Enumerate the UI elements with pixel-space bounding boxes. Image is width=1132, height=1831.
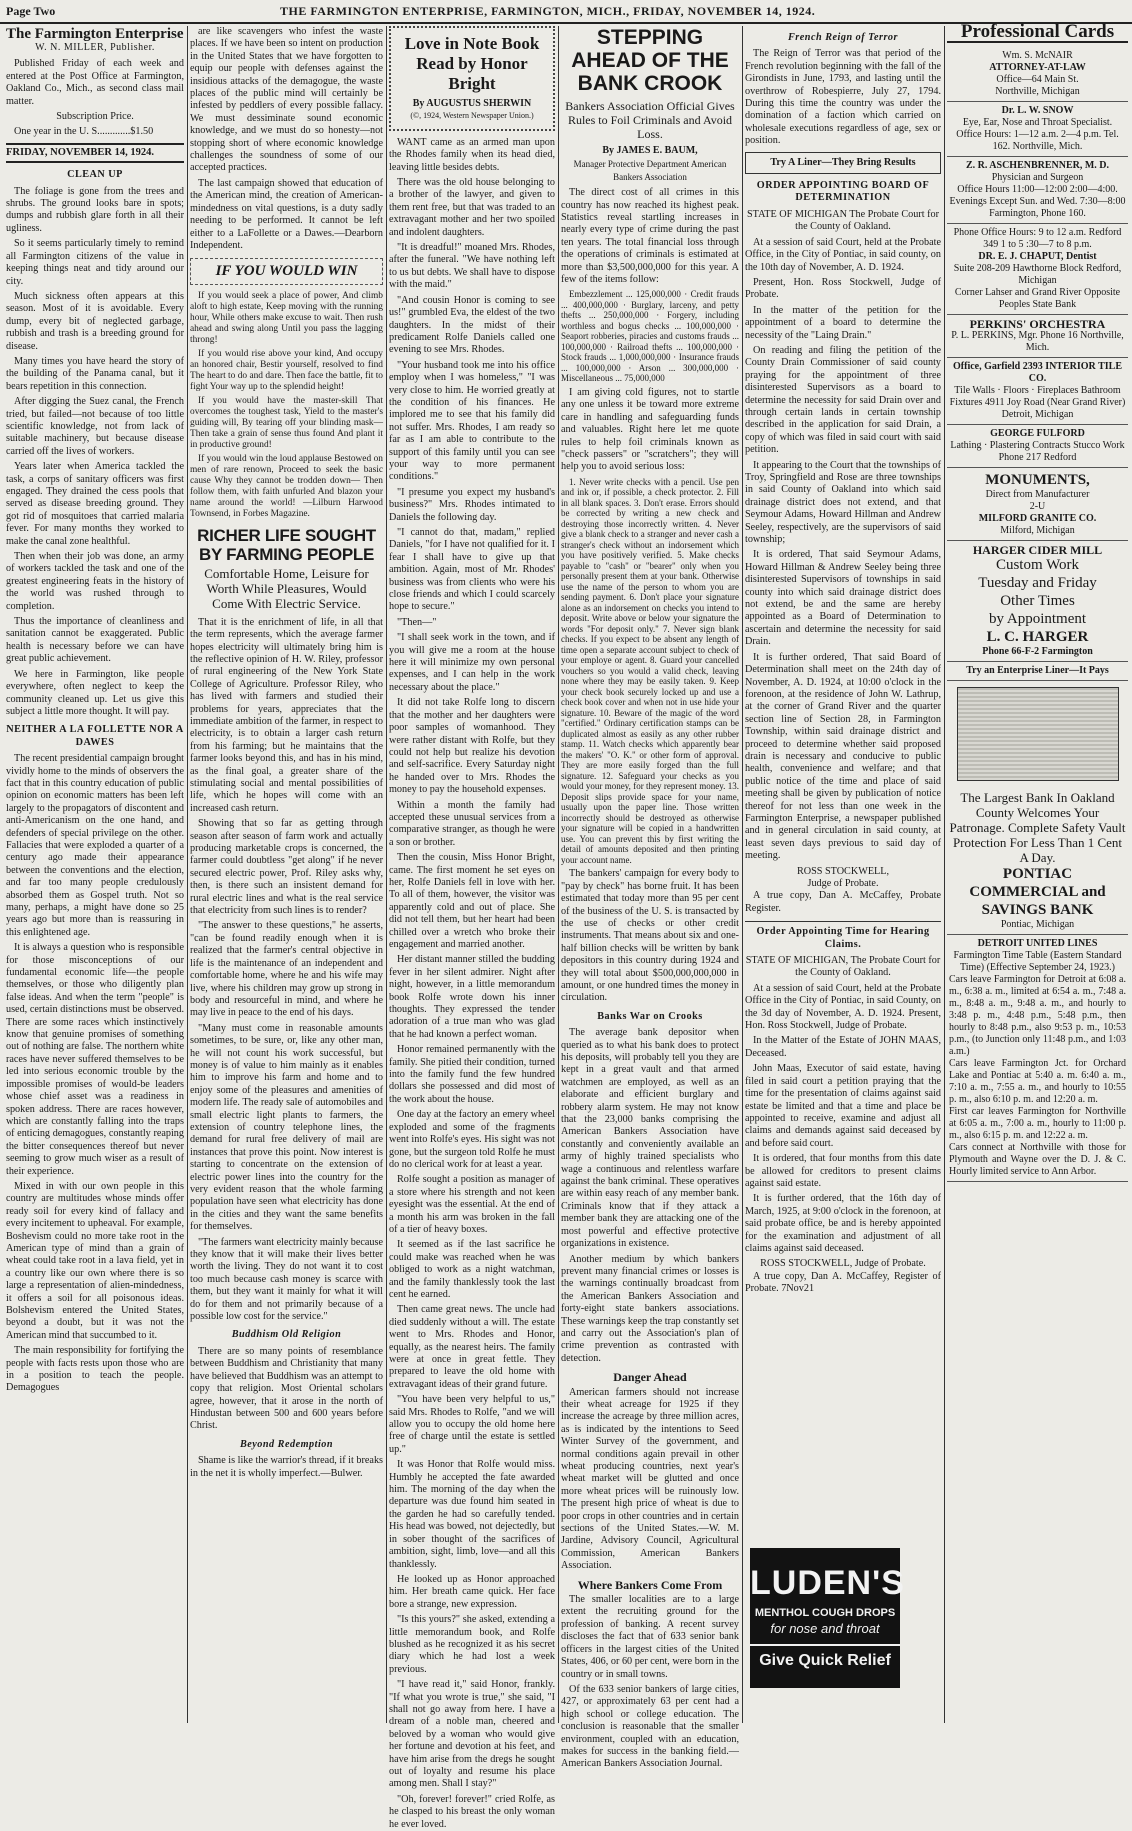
paragraph: It is ordered, That said Seymour Adams, Howard Hillman & Andrew Seeley being three disinterested Supervisors of townships in said county into which said drainage district does not extend, be and the same are hereby appointed as a Board of Determination to ascertain and determine the necessity for said Drain. — [745, 549, 941, 648]
card-line: Cars leave Farmington Jct. for Orchard Lake and Pontiac at 5:40 a. m. 6:40 a. m., 7:10 a. m., 7:55 a. m., and hourly to 10:55 p. m., also 6:10 p. m. and 12:20 a. m. — [949, 1058, 1126, 1106]
paragraph: There are so many points of resemblance between Buddhism and Christianity that many have believed that Buddhism was an attempt to copy that religion. Most Oriental scholars agree, however, that it arose in the north of Hindustan between 500 and 600 years before Christ. — [190, 1345, 383, 1432]
card-line: Cars leave Farmington for Detroit at 6:08 a. m., 6:38 a. m., limited at 6:54 a. m., 7:48 a. m., 8:48 a. m., 9:48 a. m., and hourly to 3:48 p. m., 4:48 p.m., 5:48 p.m., then hourly to 8:48 p.m., also 9:53 p. m., 10:53 p.m., (to Junction only 11:48 p.m., and 1:03 a.m.) — [949, 974, 1126, 1058]
paragraph: "You have been very helpful to us," said Mrs. Rhodes to Rolfe, "and we will allow you to occupy the old home here free of charge until the estate is settled up." — [389, 1394, 555, 1455]
column-rule — [558, 26, 559, 1723]
column-rule — [386, 26, 387, 1723]
story-title: Love in Note Book Read by Honor Bright — [404, 34, 540, 93]
deck-richer-life: Comfortable Home, Leisure for Worth While Pleasures, Would Come With Electric Service. — [204, 565, 369, 611]
paragraph: The average bank depositor when queried as to what his bank does to protect his deposits, will probably tell you they are kept in a great vault and that armed watchmen are employed, as well as an elaborate and efficient burglary and robbery alarm system. He may not know that the 23,000 banks comprising the American Bankers Association have constantly and conveniently available an army of highly trained specialists who wage a continuous and relentless warfare against the bank criminal. These operatives are within easy reach of any member bank. Criminals know that if they attack a member bank they are attacking one of the most powerful and effective protective organizations in existence. — [561, 1027, 739, 1250]
card-name: DR. E. J. CHAPUT, Dentist — [978, 251, 1097, 263]
column-6 — [947, 21, 1128, 1723]
card-line: ATTORNEY-AT-LAW — [989, 62, 1086, 74]
column-rule — [742, 26, 743, 1723]
newspaper-title: THE FARMINGTON ENTERPRISE, FARMINGTON, MICH., FRIDAY, NOVEMBER 14, 1924. — [280, 4, 816, 18]
card-line: Corner Lahser and Grand River Opposite Peoples State Bank — [954, 287, 1121, 311]
publisher: W. N. MILLER, Publisher. — [35, 42, 155, 53]
paragraph: Rolfe sought a position as manager of a store where his strength and not keen eyesight was the essential. At the end of a month his arm was broken in the fall of a tier of heavy boxes. — [389, 1174, 555, 1235]
paragraph: Then came great news. The uncle had died suddenly without a will. The estate went to Mrs. Rhodes and Honor, equally, as the nearest heirs. The family were at once in great fettle. They prepared to leave the old home with extravagant ideas of their grand future. — [389, 1304, 555, 1390]
paragraph: Of the 633 senior bankers of large cities, 427, or approximately 63 per cent had a high school or college education. The conclusion is reasonable that the smaller environment, coupled with an education, makes for success in the banking field.—American Bankers Association Journal. — [561, 1683, 739, 1770]
card-line: Eye, Ear, Nose and Throat Specialist. — [962, 117, 1113, 129]
publication-notice: Published Friday of each week and entered at the Post Office at Farmington, Oakland Co., Mich., as second class mail matter. — [6, 58, 184, 107]
paragraph: "The farmers want electricity mainly because they know that it will make their lives better worth the living. They do not want it to cost too much because cash money is scarce with them, but they want it mainly for what it will do for them and not primarily because of a possible low cost for the service." — [190, 1236, 383, 1323]
card-line: Phone 66-F-2 Farmington — [982, 646, 1093, 658]
card-line: Pontiac, Michigan — [1000, 919, 1075, 931]
paragraph: "It is dreadful!" moaned Mrs. Rhodes, after the funeral. "We have nothing left to us but debts. We shall have to dispose with the maid." — [389, 242, 555, 291]
paragraph: "I have read it," said Honor, frankly. "If what you wrote is true," she said, "I shall not go away from here. I have a dream of a noble man, cheered and beloved by a woman who would give her fortune and devotion at his feet, and have him arise from the dregs he sought out of loyalty and resume his place among men. Shall I stay?" — [389, 1679, 555, 1790]
card-line: Suite 208-209 Hawthorne Block Redford, Michigan — [953, 263, 1122, 287]
card-bank — [947, 787, 1128, 935]
paragraph: After digging the Suez canal, the French tried, but failed—not because of too little scientific knowledge, not from lack of suitable machinery, but because disease carried off the lives of workers. — [6, 396, 184, 457]
paragraph: The last campaign showed that education of the American mind, the creation of American-mindedness on vital questions, is a duty sadly needing to be performed. It cannot be left either to a LaFollette or a Dawes.—Dearborn Independent. — [190, 177, 383, 251]
card-line: First car leaves Farmington for Northville at 6:05 a. m., 7:00 a. m., hourly to 11:00 p. m., also 6:15 p. m. and 12:22 a. m. — [949, 1106, 1126, 1142]
headline-redemption: Beyond Redemption — [239, 1438, 334, 1450]
subscription-label: Subscription Price. — [56, 111, 134, 123]
card-chaput — [947, 224, 1128, 315]
card-name: MONUMENTS, — [985, 472, 1090, 489]
bank-building-image — [957, 687, 1119, 781]
page-number: Page Two — [6, 4, 56, 18]
card-name: PERKINS' ORCHESTRA — [969, 317, 1106, 332]
paragraph: He looked up as Honor approached him. Her breath came quick. Her face bore a strange, new expression. — [389, 1573, 555, 1610]
card-line: Milford, Michigan — [1000, 525, 1075, 537]
byline: By JAMES E. BAUM, — [602, 145, 698, 156]
paragraph: In the matter of the petition for the appointment of a board to determine the necessity of the "Laing Drain." — [745, 304, 941, 341]
card-line: Physician and Surgeon — [991, 172, 1084, 184]
subscription-rate: One year in the U. S.............$1.50 — [14, 126, 154, 138]
card-line: Custom Work — [995, 557, 1080, 574]
check-rules-list: 1. Never write checks with a pencil. Use pen and ink or, if possible, a check protector. 2. Fill in all blank spaces. 3. Don't erase. Errors should be corrected by writing a new check and destroying those incorrectly written. 4. Never give a blank check to a stranger and never cash a stranger's check without an indorsement which you have positively verified. 5. Make checks payable to "cash" or "bearer" only when you personally present them at your bank. Otherwise use the name of the person to whom you are sending payment. 6. Don't place your signature alone as an indorsement on checks you intend to deposit. Write above or below your signature the words "For deposit only." 7. Never sign blank checks. If you expect to be absent any length of time open a separate account subject to check of your employe or agent. 8. Guard your cancelled vouchers so you would a valid check, leaving none where they may be easily taken. 9. Keep your check book securely locked up and use a check book cover and when not in use hide your signature. 10. Beware of the magic of the word "certified." Ordinary certification stamps can be duplicated almost as easily as any other rubber stamp. 11. Watch checks which apparently bear the makers' "O. K." or other form of approval. They are more easily forged than the full signature. 12. Safeguard your checks as you would your money, for they represent money. 13. Deposit slips provide space for your name, usually upon the paper line. Those written incorrectly should be destroyed as otherwise your signature will be copied in a handwritten use. You can prevent this by first writing the detail of amounts deposited and then printing your account name. — [561, 476, 739, 865]
paragraph: It is always a question who is responsible for those misconceptions of our fundamental economic life—the people themselves, or those who diligently plan false ideas. And when the term "people" is used, certain distinctions must be observed. There are some races which instinctively know that genuine promises of something out of nothing are false. The northern white races have never suffered themselves to be led into serious economic trouble by the impossible promises of would-be leaders whose chief asset was a readiness in spoken address. There are races however, which are constantly falling into the traps of enticing demagogues, constantly reaping the bitter consequences thereof but never seeming to grow much wiser as a result of their experience. — [6, 942, 184, 1177]
card-fulford — [947, 425, 1128, 468]
column-4 — [561, 26, 739, 1770]
card-line: P. L. PERKINS, Mgr. Phone 16 Northville, Mich. — [951, 330, 1124, 354]
liner-ad: Try an Enterprise Liner—It Pays — [947, 662, 1128, 681]
paragraph: On reading and filing the petition of the County Drain Commissioner of said county praying for the appointment of three disinterested Supervisors as a board to determine the necessity for said Drain over and through certain lands in certain township described in the application for said Drain, a copy of which was filed in said court with said petition. — [745, 344, 941, 456]
paragraph: The recent presidential campaign brought vividly home to the minds of observers the fact that in this country education of public opinion on economic matters has been left largely to the propagators of discontent and anti-Americanism on the one hand, and defenders of special privilege on the other. Fallacies that were exploded a quarter of a century ago made their appearance between the conventions and the election, and far too many people credulously absorbed them as Gospel truth. Not so many, perhaps, a might have done so 25 years ago but more than is reassuring in this enlightened age. — [6, 753, 184, 938]
paragraph: It is ordered, that four months from this date be allowed for creditors to present claims against said estate. — [745, 1153, 941, 1189]
column-rule — [944, 26, 945, 1723]
card-line: Office Hours: 1—12 a.m. 2—4 p.m. Tel. 162. Northville, Mich. — [956, 129, 1119, 153]
poem-stanza: If you would rise above your kind, And occupy an honored chair, Bestir yourself, resolved to find The heart to do and dare. Then face the battle, fit to fight Your way up to the splendid height! — [190, 348, 383, 392]
poem-stanza: If you would seek a place of power, And climb aloft to high estate, Keep moving with the running hour, While others make excuse to wait. Then rush ahead and swing along Until you pass the lagging throng! — [190, 290, 383, 345]
column-rule — [187, 26, 188, 1723]
paragraph: It appearing to the Court that the townships of Troy, Springfield and Rose are three townships in said County of Oakland into which said drainage district does not extend, and that Seymour Adams, Howard Hillman and Andrew Seeley, respectively, are the supervisors of said township; — [745, 459, 941, 546]
paragraph: The bankers' campaign for every body to "pay by check" has borne fruit. It has been estimated that today more than 95 per cent of the business of the U. S. is transacted by the use of checks or other credit instruments. That means about six and one-half billion checks will be written by bank depositors in this country during 1924 and they will total about $500,000,000,000 in amount, or one hundred times the money in circulation. — [561, 868, 739, 1004]
card-line: Northville, Michigan — [995, 86, 1080, 98]
paragraph: There was the old house belonging to a brother of the lawyer, and given to them rent free, but that was traded to an extravagant mother and her two spoiled and indolent daughters. — [389, 177, 555, 238]
paragraph: I am giving cold figures, not to startle any one unless it be toward more extreme care in handling and safeguarding funds and valuables. Right here let me quote rules to help foil criminals known as "check passers" or "scratchers"; they will help you to avoid serious loss: — [561, 386, 739, 473]
true-copy: A true copy, Dan A. McCaffey, Register of Probate. 7Nov21 — [745, 1270, 941, 1295]
card-line: Farmington Time Table (Eastern Standard Time) (Effective September 24, 1923.) — [953, 950, 1122, 974]
paragraph: are like scavengers who infest the waste places. If we have been so intent on production in the United States that we have forgotten to equip our people with defenses against the insidious attacks of the demagogue, the waste places of the public mind will certainly be infested by peddlers of every possible fallacy. We must dessiminate sound economic knowledge, and we must do so honesty—not stopping short of where economic knowledge challenges the soundness of some of our accepted practices. — [190, 26, 383, 174]
poem-title: IF YOU WOULD WIN — [190, 258, 383, 284]
card-mcnair — [947, 47, 1128, 102]
paragraph: "Your husband took me into his office employ when I was homeless," "I was very close to him. He worried greatly at the condition of his finances. He implored me to see that his family did not suffer. Mrs. Rhodes, I am ready so far as I am able to contribute to the support of this family until you can see your way to more permanent conditions." — [389, 359, 555, 483]
paragraph: It was Honor that Rolfe would miss. Humbly he accepted the fate awarded him. The morning of the day when the departure was due found him seated in the garden he had so carefully tended. His head was bowed, not dejectedly, but in sober thought of the sacrifices of ambition, sight, limb, love—and all this thanklessly. — [389, 1459, 555, 1570]
card-line: Farmington, Phone 160. — [989, 208, 1086, 220]
headline-order-board: ORDER APPOINTING BOARD OF DETERMINATION — [756, 180, 930, 204]
card-name: HARGER CIDER MILL — [972, 543, 1103, 558]
paragraph: "The answer to these questions," he asserts, "can be found readily enough when it is realized that the farmer's central objective in life is the maintenance of an independent and comfortable home, where he and his wife may live, where his children may grow up strong in body and resourceful in mind, and where he may live in peace to the end of his days. — [190, 920, 383, 1019]
masthead: The Farmington Enterprise — [6, 26, 184, 42]
card-line: L. C. HARGER — [986, 629, 1089, 646]
story-copyright: (©, 1924, Western Newspaper Union.) — [410, 111, 534, 121]
paragraph: Mixed in with our own people in this country are multitudes whose minds offer ready soil for every kind of fallacy and every incitement to upheaval. For example, Boshevism could no more take root in the American type of mind than a grain of wheat could take root in a lava field, yet in a country like our own where there is so large a representation of alien-mindedness, it offers a soil for all poisonous ideas. Bolshevism entered the United States, beyond a doubt, but it was not the American mind that succumbed to it. — [6, 1180, 184, 1341]
card-line: Other Times — [1000, 593, 1075, 610]
paragraph: Present, Hon. Ross Stockwell, Judge of Probate. — [745, 276, 941, 301]
column-1 — [6, 26, 184, 1723]
poem-stanza: If you would win the loud applause Bestowed on men of rare renown, Proceed to seek the basic cause Why they cannot be trodden down— Then follow them, with faith unfurled And blazon your name around the world! —Lilburn Harwood Townsend, in Forbes Magazine. — [190, 453, 383, 519]
card-name: Dr. L. W. SNOW — [1001, 105, 1074, 117]
paragraph: The foliage is gone from the trees and shrubs. The ground looks bare in spots; dumps and rubbish glare forth in all their ugliness. — [6, 185, 184, 234]
paragraph: "Then—" — [397, 616, 437, 628]
card-line: Cars connect at Northville with those for Plymouth and Wayne over the D. J. & C. Hourly limited service to Ann Arbor. — [949, 1142, 1126, 1178]
dateline: FRIDAY, NOVEMBER 14, 1924. — [6, 143, 184, 163]
card-name: PONTIAC COMMERCIAL and SAVINGS BANK — [969, 866, 1106, 919]
paragraph: We here in Farmington, like people everywhere, often neglect to keep the community cleaned up. Let us give this subject a little more thought. It will pay. — [6, 668, 184, 717]
paragraph: One day at the factory an emery wheel exploded and some of the fragments went into Rolfe's eyes. His sight was not gone, but the surgeon told Rolfe he must do no clerical work for at least a year. — [389, 1109, 555, 1170]
card-line: by Appointment — [988, 611, 1087, 628]
crime-cost-table: Embezzlement ... 125,000,000 · Credit frauds ... 400,000,000 · Burglary, larceny, and petty thefts ... 250,000,000 · Forgery, including worthless and bogus checks ... 100,000,000 · Seaport robberies, piracies and customs frauds ... 100,000,000 · Railroad thefts ... 100,000,000 · Stock frauds ... 1,000,000,000 · Insurance frauds ... 100,000,000 · Arson ... 300,000,000 · Miscellaneous ... 75,000,000 — [561, 289, 739, 384]
card-line: Office—64 Main St. — [996, 74, 1079, 86]
card-line: Office Hours 11:00—12:00 2:00—4:00. Evenings Except Sun. and Wed. 7:30—8:00 — [949, 184, 1126, 208]
signature-judge: ROSS STOCKWELL, Judge of Probate. — [760, 1258, 926, 1270]
paragraph: Thus the importance of cleanliness and sanitation cannot be exaggerated. Public health is necessary before we can have great public achievement. — [6, 616, 184, 665]
card-line: Tile Walls · Floors · Fireplaces Bathroom Fixtures 4911 Joy Road (Near Grand River) Detroit, Michigan — [949, 385, 1126, 421]
paragraph: American farmers should not increase their wheat acreage for 1925 if they increase the acreage by three million acres, as is indicated by the intentions to Seed Winter Survey of the government, and normal conditions again prevail in other wheat producing countries, next year's wheat market will be glutted and once more wheat prices will be ruinously low. The present high price of wheat is due to poor crops in other countries and in certain sections of the United States.—W. M. Jardine, Advisory Council, Agricultural Commission, American Bankers Association. — [561, 1386, 739, 1572]
card-monuments — [947, 468, 1128, 541]
card-line: MILFORD GRANITE CO. — [978, 513, 1097, 525]
paragraph: At a session of said Court, held at the Probate Office, in the City of Pontiac, in said county, on the 10th day of November, A. D. 1924. — [745, 236, 941, 273]
card-line: 2-U — [1029, 501, 1046, 513]
card-name: Z. R. ASCHENBRENNER, M. D. — [965, 160, 1110, 172]
true-copy: A true copy, Dan A. McCaffey, Probate Register. — [745, 890, 941, 914]
card-interior-tile — [947, 358, 1128, 425]
paragraph: "Oh, forever! forever!" cried Rolfe, as he clasped to his breast the only woman he ever loved. — [389, 1793, 555, 1830]
story-author: By AUGUSTUS SHERWIN — [412, 98, 532, 109]
paragraph: Showing that so far as getting through season after season of farm work and actually producing marketable crops is concerned, the farmer could doubtless "get along" if he never secured electric power, Prof. Riley asks why, then, is there such an insistent demand for rural electric lines and what is the real service that electricity from such lines is to render? — [190, 818, 383, 917]
ludens-brand: LUDEN'S — [750, 1564, 905, 1602]
paragraph: In the Matter of the Estate of JOHN MAAS, Deceased. — [745, 1035, 941, 1059]
paragraph: "I presume you expect my husband's business?" Mrs. Rhodes intimated to Daniels the following day. — [389, 486, 555, 523]
signature-title: Judge of Probate. — [807, 878, 879, 889]
headline-follette: NEITHER A LA FOLLETTE NOR A DAWES — [6, 724, 184, 748]
paragraph: It seemed as if the last sacrifice he could make was reached when he was obliged to work as a night watchman, and the family thanklessly took the last cent he earned. — [389, 1239, 555, 1300]
subhead-banks-war: Banks War on Crooks — [597, 1010, 703, 1022]
card-name: Wm. S. McNAIR — [1002, 50, 1073, 62]
paragraph: It is further ordered, that the 16th day of March, 1925, at 9:00 o'clock in the forenoon, at said probate office, be and is hereby appointed for the examination and adjustment of all claims against said deceased. — [745, 1193, 941, 1254]
ludens-product: MENTHOL COUGH DROPS — [754, 1607, 896, 1619]
paragraph: John Maas, Executor of said estate, having filed in said court a petition praying that the time for the presentation of claims against said estate be limited and that a time and place be appointed to receive, examine and adjust all claims and demands against said deceased by and before said court. — [745, 1063, 941, 1149]
paragraph: The direct cost of all crimes in this country has now reached its highest peak. Statistics reveal startling increases in nearly every type of crime during the past ten years. The total financial loss through the operations of criminals is estimated at more than $3,500,000,000 for this year. A few of the items follow: — [561, 187, 739, 286]
card-perkins — [947, 315, 1128, 358]
paragraph: Many times you have heard the story of the building of the Panama canal, but it bears repetition in this connection. — [6, 355, 184, 392]
paragraph: Within a month the family had accepted these unusual services from a comparative stranger, as though he were a son or brother. — [389, 799, 555, 848]
paragraph: Her distant manner stilled the budding fever in her silent admirer. Night after night, however, in a little memorandum book Rolfe wrote down his inner thoughts. They expressed the tender adoration of a true man who was glad that he had known a perfect woman. — [389, 954, 555, 1040]
paragraph: Another medium by which bankers prevent many financial crimes or losses is the warnings continually broadcast from the American Bankers Association and forty-eight state bankers associations. These warnings keep the trap constantly set and carry out the Association's plan of crime prevention as contrasted with detection. — [561, 1253, 739, 1364]
ludens-slogan: Give Quick Relief — [750, 1644, 900, 1670]
paragraph: Then when their job was done, an army of workers tackled the task and one of the greatest engineering feats in the history of the world was rushed through to completion. — [6, 551, 184, 612]
paragraph: "And cousin Honor is coming to see us!" grumbled Eva, the eldest of the two daughters. In the midst of their predicament Rolfe Daniels called one evening to see Mrs. Rhodes. — [389, 294, 555, 356]
card-dul-timetable — [947, 935, 1128, 1182]
paragraph: It did not take Rolfe long to discern that the mother and her daughters were poor samples of womanhood. They were rather distant with Rolfe, but they could not help but realize his devotion and self-sacrifice. Every Saturday night he handed over to Mrs. Rhodes the money to pay the household expenses. — [389, 697, 555, 796]
paragraph: At a session of said Court, held at the Probate Office in the City of Pontiac, in said County, on the 3d day of November, A. D. 1924. Present, Hon. Ross Stockwell, Judge of Probate. — [745, 982, 941, 1032]
card-name: DETROIT UNITED LINES — [977, 938, 1098, 950]
card-aschenbrenner — [947, 157, 1128, 224]
professional-cards-head: Professional Cards — [947, 26, 1128, 43]
paragraph: Much sickness often appears at this season. Most of it is avoidable. Every dump, every bit of neglected garbage, rubbish and trash is a breeding ground for disease. — [6, 290, 184, 352]
headline-where-bankers: Where Bankers Come From — [577, 1577, 723, 1592]
subhead-bank-crook: Bankers Association Official Gives Rules to Foil Criminals and Avoid Loss. — [565, 99, 735, 141]
poem-stanza: If you would have the master-skill That overcomes the toughest task, Yield to the master's guiding will, By tearing off your blinding mask— Then take a grain of sense thus found And plant it in productive ground! — [190, 395, 383, 450]
headline-reign-of-terror: French Reign of Terror — [788, 32, 898, 43]
paragraph: Then the cousin, Miss Honor Bright, came. The first moment he set eyes on her, Rolfe Daniels fell in love with her. To all of them, however, the visitor was apparently cold and out of place. She did not tell them, but her heart had been chilled over a wretch who broke their engagement and married another. — [389, 852, 555, 950]
card-line: Phone Office Hours: 9 to 12 a.m. Redford 349 1 to 5 :30—7 to 8 p.m. — [953, 227, 1122, 251]
paragraph: The Reign of Terror was that period of the French revolution beginning with the fall of the Girondists in June, 1793, and lasting until the overthrow of Robespierre, July 27, 1794. During this time the country was under the domination of a faction which carried on wholesale executions regardless of age, sex or position. — [745, 48, 941, 147]
paragraph: The main responsibility for fortifying the people with facts rests upon those who are in a position to teach the people. Demagogues — [6, 1345, 184, 1394]
headline-buddhism: Buddhism Old Religion — [231, 1329, 342, 1341]
ludens-ad — [750, 1548, 905, 1688]
card-line: Tuesday and Friday — [978, 575, 1097, 592]
paragraph: "I shall seek work in the town, and if you will give me a room at the house here it will minimize my own personal expenses, and I can help in the work necessary about the place." — [389, 632, 555, 693]
paragraph: STATE OF MICHIGAN The Probate Court for the County of Oakland. — [747, 208, 939, 233]
paragraph: So it seems particularly timely to remind all Farmington citizens of the value in keeping things neat and tidy around our city. — [6, 238, 184, 287]
headline-danger-ahead: Danger Ahead — [613, 1370, 687, 1385]
paragraph: That it is the enrichment of life, in all that the term represents, which the average farmer hopes electricity will ultimately bring him is the reflective opinion of H. W. Riley, professor of rural engineering of the New York State College of Agriculture. Professor Riley, who has lived with farmers and studied their problems for years, appreciates that the immediate ambition of the farmer, in respect to electricity, is to obtain a larger cash return from his farming; but he maintains that the farmer looks beyond this, and has in his mind, as the final goal, a greater share of the stimulating social and mental possibilities of life, which he hopes will come with an increased cash return. — [190, 616, 383, 814]
paragraph: "Is this yours?" she asked, extending a little memorandum book, and Rolfe blushed as he recognized it as his secret diary which he had lost a week previous. — [389, 1614, 555, 1675]
byline-title: Manager Protective Department American Bankers Association — [573, 159, 727, 182]
card-line: The Largest Bank In Oakland County Welcomes Your Patronage. Complete Safety Vault Protection For Less Than 1 Cent A Day. — [949, 790, 1126, 866]
card-snow — [947, 102, 1128, 157]
card-name: Office, Garfield 2393 INTERIOR TILE CO. — [953, 361, 1122, 385]
paragraph: "Many must come in reasonable amounts sometimes, to be sure, or, like any other man, he will not count his work successful, but money is of value to him mainly as it enables him to improve his farm and home and to enjoy some of the pleasures and amenities of modern life. The ready sale of automobiles and small electric light plants to farmers, the extension of country telephone lines, the demand for rural free delivery of mail are instances that prove this point. Now interest is starting to concentrate on the extension of electric power lines into the country for the very evident reason that the whole farming population have seen what electricity has done in the cities and they want the same benefits for themselves. — [190, 1022, 383, 1233]
card-name: GEORGE FULFORD — [990, 428, 1085, 440]
paragraph: WANT came as an armed man upon the Rhodes family when its head died, leaving little besides debts. — [389, 136, 555, 173]
paragraph: Years later when America tackled the task, a corps of sanitary officers was first engaged. They drained the cess pools that served as disease breeding ground. They got rid of mosquitoes that carried malaria fever. For many months they worked to make the canal zone healthful. — [6, 461, 184, 547]
paragraph: It is further ordered, That said Board of Determination shall meet on the 24th day of November, A. D. 1924, at 10:00 o'clock in the forenoon, at the residence of John W. Lathrup, at the corner of Grand River and the quarter section line of Section 28, in Farmington Township, within said drainage district and proceed to determine whether said proposed drain is necessary and conducive to public health, convenience and welfare; and that public notice of the time and place of said meeting shall be given by publication of notice thereof for not less than one week in the Farmington Enterprise, a newspaper published and in general circulation in said county, at least seven days previous to said day of meeting. — [745, 651, 941, 862]
paragraph: Shame is like the warrior's thread, if it breaks in the net it is wholly imperfect.—Bulwer. — [190, 1455, 383, 1479]
card-line: Lathing · Plastering Contracts Stucco Work Phone 217 Redford — [950, 440, 1125, 464]
signature-judge: ROSS STOCKWELL, — [796, 865, 890, 877]
paragraph: Honor remained permanently with the family. She pitied their condition, turned into the family fund the few hundred dollars she possessed and did most of the work about the house. — [389, 1044, 555, 1105]
paragraph: The smaller localities are to a large extent the recruiting ground for the profession of banking. A recent survey discloses the fact that of 633 senior bank officers in the largest cities of the United States, 406, or 60 per cent, were born in the country or in small towns. — [561, 1594, 739, 1680]
card-line: Direct from Manufacturer — [985, 489, 1090, 501]
headline-order-claims: Order Appointing Time for Hearing Claims. — [745, 921, 941, 951]
column-5 — [745, 26, 941, 1723]
story-header — [389, 26, 555, 131]
column-3 — [389, 26, 555, 1830]
liner-ad: Try A Liner—They Bring Results — [745, 152, 941, 174]
paragraph: "I cannot do that, madam," replied Daniels, "for I have not qualified for it. I fear I shall have to give up that ambition. Again, most of Mr. Rhodes' business was from clients who were his close friends and which I could scarcely hope to secure." — [389, 527, 555, 613]
paragraph: STATE OF MICHIGAN, The Probate Court for the County of Oakland. — [745, 955, 941, 979]
headline-bank-crook: STEPPING AHEAD OF THE BANK CROOK — [571, 26, 729, 95]
card-harger — [947, 541, 1128, 662]
headline-clean-up: CLEAN UP — [67, 169, 123, 181]
headline-richer-life: RICHER LIFE SOUGHT BY FARMING PEOPLE — [197, 525, 376, 564]
column-2 — [190, 26, 383, 1723]
ludens-tagline: for nose and throat — [770, 1621, 880, 1636]
